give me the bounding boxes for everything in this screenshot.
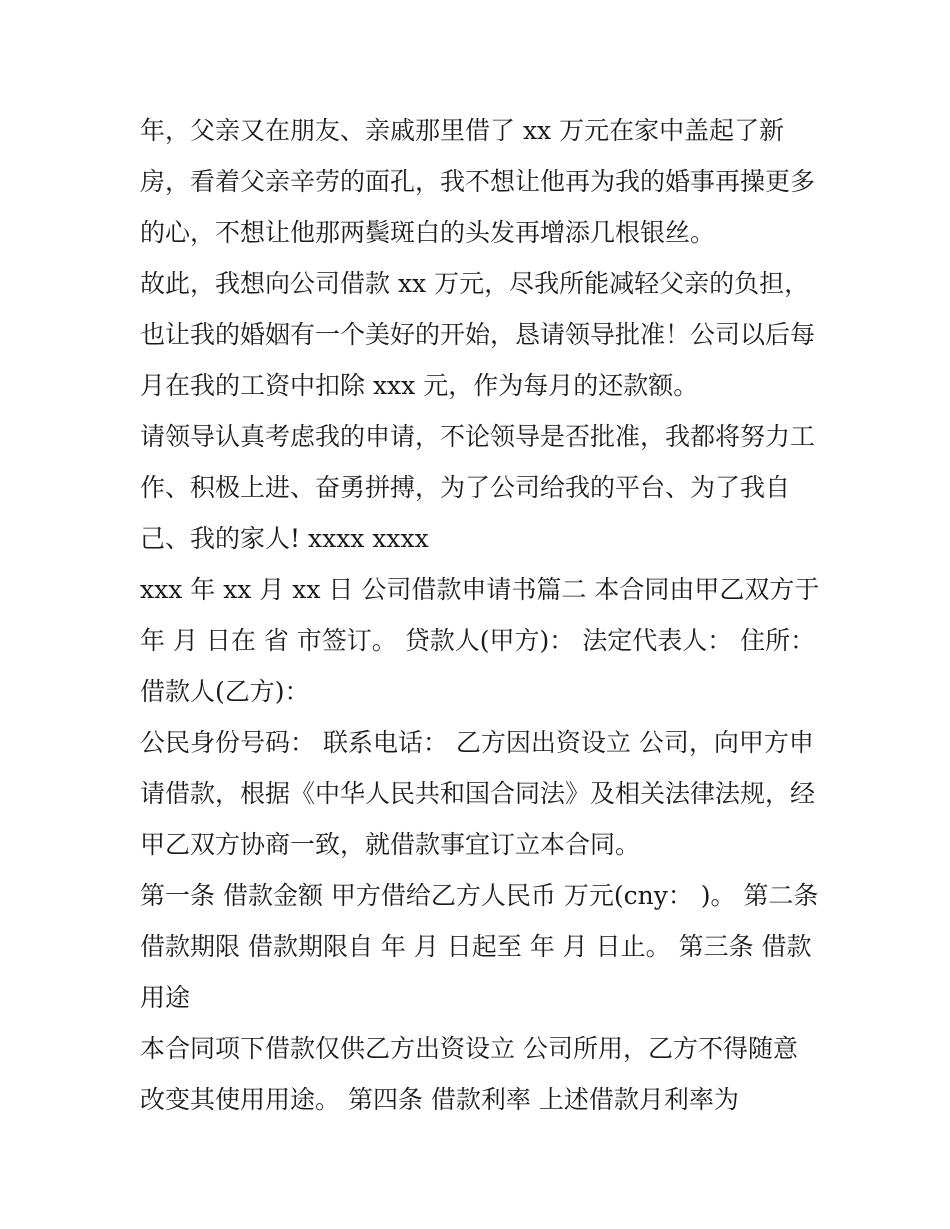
text-line: 年，父亲又在朋友、亲戚那里借了 xx 万元在家中盖起了新 xyxy=(140,116,785,145)
text-line: 己、我的家人! xxxx xxxx xyxy=(140,524,429,553)
text-line: 故此，我想向公司借款 xx 万元，尽我所能减轻父亲的负担， xyxy=(140,269,810,298)
text-line: 第一条 借款金额 甲方借给乙方人民币 万元(cny： )。 第二条 xyxy=(140,881,819,910)
text-line: 房，看着父亲辛劳的面孔，我不想让他再为我的婚事再操更多 xyxy=(140,167,816,196)
document-body xyxy=(140,105,820,1125)
text-line: 月在我的工资中扣除 xxx 元，作为每月的还款额。 xyxy=(140,371,699,400)
text-line: 借款期限 借款期限自 年 月 日起至 年 月 日止。 第三条 借款 xyxy=(140,932,812,961)
text-line: 改变其使用用途。 第四条 借款利率 上述借款月利率为 xyxy=(140,1085,739,1114)
text-line: 年 月 日在 省 市签订。 贷款人(甲方)： 法定代表人： 住所： xyxy=(140,626,816,655)
text-line: 也让我的婚姻有一个美好的开始，恳请领导批准！公司以后每 xyxy=(140,320,816,349)
text-line: xxx 年 xx 月 xx 日 公司借款申请书篇二 本合同由甲乙双方于 xyxy=(140,575,820,604)
text-line: 公民身份号码： 联系电话： 乙方因出资设立 公司，向甲方申 xyxy=(140,728,814,757)
text-line: 本合同项下借款仅供乙方出资设立 公司所用，乙方不得随意 xyxy=(140,1034,798,1063)
text-line: 的心，不想让他那两鬓斑白的头发再增添几根银丝。 xyxy=(140,218,716,247)
text-line: 借款人(乙方)： xyxy=(140,677,310,706)
text-line: 用途 xyxy=(140,983,191,1012)
text-line: 请领导认真考虑我的申请，不论领导是否批准，我都将努力工 xyxy=(140,422,816,451)
text-line: 甲乙双方协商一致，就借款事宜订立本合同。 xyxy=(140,830,641,859)
text-line: 作、积极上进、奋勇拼搏，为了公司给我的平台、为了我自 xyxy=(140,473,791,502)
text-line: 请借款，根据《中华人民共和国合同法》及相关法律法规，经 xyxy=(140,779,816,808)
